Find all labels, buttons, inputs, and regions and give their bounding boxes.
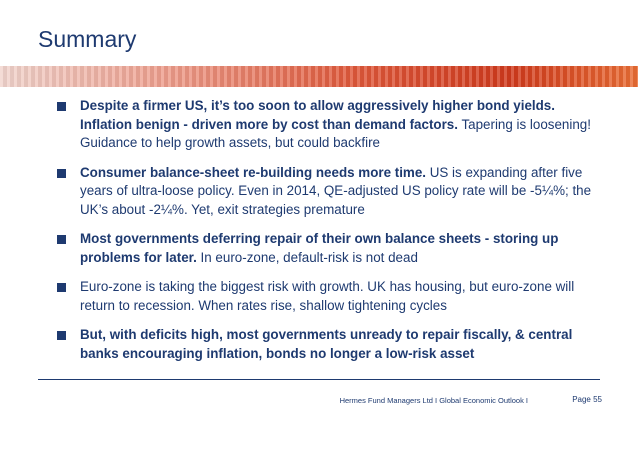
decorative-header-band (0, 66, 638, 87)
square-bullet-icon (57, 331, 66, 340)
bullet-item (56, 278, 596, 315)
bullet-item (56, 230, 596, 267)
square-bullet-icon (57, 169, 66, 178)
square-bullet-icon (57, 102, 66, 111)
bullet-text: US is expanding after five years of ultra-loose policy. Even in 2014, QE-adjusted US policy rate will be -5¼%; the UK’s about -2¼%. Yet, exit strategies premature (80, 164, 592, 217)
footer-divider (38, 379, 600, 380)
page-number: Page 55 (572, 395, 602, 404)
square-bullet-icon (57, 283, 66, 292)
bullet-item (56, 164, 596, 220)
footer-source: Hermes Fund Managers Ltd I Global Economic Outlook I (339, 396, 528, 405)
bullet-text: Euro-zone is taking the biggest risk with growth. UK has housing, but euro-zone will return to recession. When rates rise, shallow tightening cycles (80, 279, 575, 313)
bullet-bold-text: Consumer balance-sheet re-building needs more time. (80, 164, 427, 180)
bullet-item (56, 97, 596, 153)
band-texture (0, 66, 638, 87)
bullet-bold-text: Most governments deferring repair of their own balance sheets - storing up problems for later. (80, 231, 559, 265)
bullet-list (56, 97, 596, 374)
square-bullet-icon (57, 235, 66, 244)
bullet-text: In euro-zone, default-risk is not dead (196, 249, 418, 265)
bullet-item (56, 326, 596, 363)
slide-title: Summary (38, 26, 137, 52)
bullet-bold-text: Despite a firmer US, it’s too soon to allow aggressively higher bond yields. Inflation benign - driven more by cost than demand factors. (80, 98, 555, 132)
bullet-bold-text: But, with deficits high, most governments unready to repair fiscally, & central banks encouraging inflation, bonds no longer a low-risk asset (80, 327, 573, 361)
bullet-text: Tapering is loosening! Guidance to help growth assets, but could backfire (80, 116, 591, 150)
